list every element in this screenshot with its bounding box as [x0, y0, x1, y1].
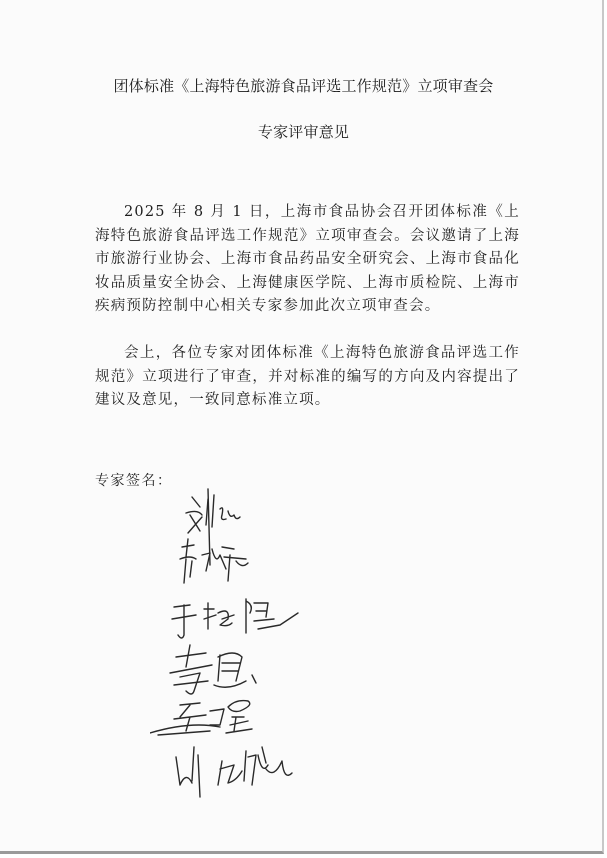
signature-4-ref [310, 485, 311, 486]
signature-3 [172, 599, 298, 638]
signature-label: 专家签名： [95, 473, 173, 489]
document-subtitle: 专家评审意见 [257, 123, 350, 141]
signature-3-ref [310, 485, 311, 486]
signature-2 [180, 539, 248, 583]
signature-block [150, 485, 310, 800]
signature-6 [176, 747, 292, 797]
signature-4 [170, 645, 256, 694]
paragraph-meeting-summary: 2025 年 8 月 1 日，上海市食品协会召开团体标准《上海特色旅游食品评选工作规范》立项审查会。会议邀请了上海市旅游行业协会、上海市食品药品安全研究会、上海市食品化妆品质量安全协会、上海健康医学院、上海市质检院、上海市疾病预防控制中心相关专家参加此次立项审查会。 [95, 204, 520, 314]
paragraph-review-conclusion: 会上，各位专家对团体标准《上海特色旅游食品评选工作规范》立项进行了审查，并对标准的编写的方向及内容提出了建议及意见，一致同意标准立项。 [95, 345, 520, 408]
signature-5 [150, 701, 252, 735]
signature-2-ref [310, 485, 311, 486]
signature-6-ref [310, 485, 311, 486]
signature-1 [186, 495, 240, 533]
signature-1-ref [310, 485, 311, 486]
document-title: 团体标准《上海特色旅游食品评选工作规范》立项审查会 [113, 77, 494, 95]
signature-5-ref [310, 485, 311, 486]
